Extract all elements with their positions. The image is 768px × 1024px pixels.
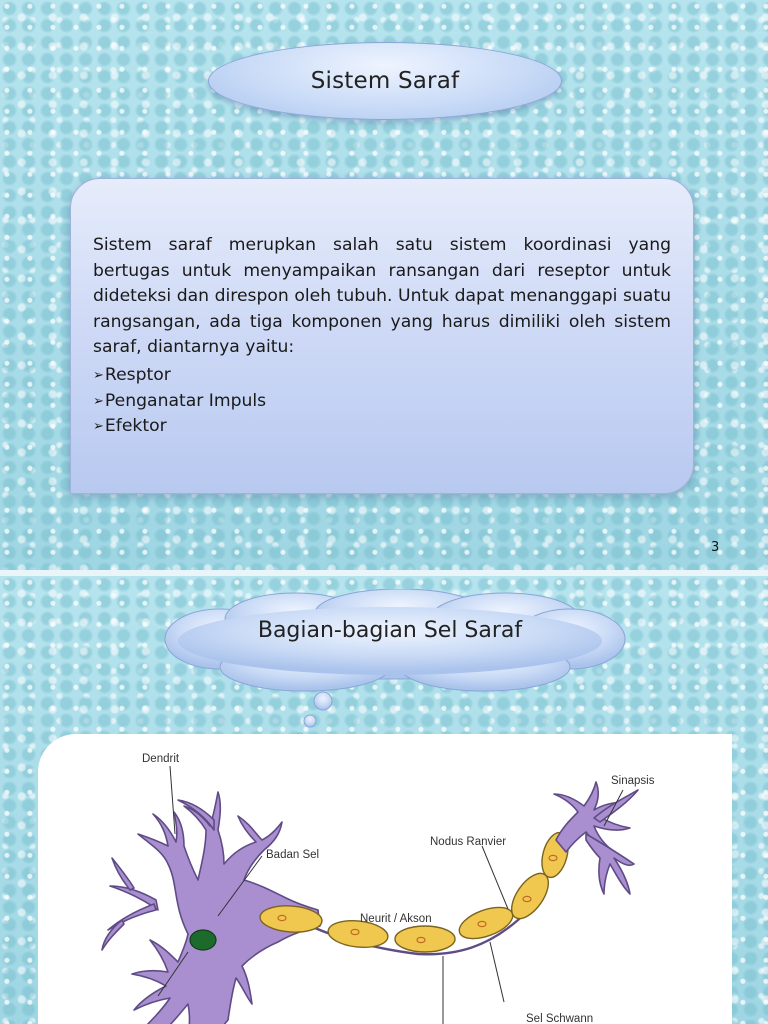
page-number: 3 xyxy=(711,540,720,555)
arrow-bullet-icon: ➢ xyxy=(93,393,104,409)
cloud-callout-icon xyxy=(145,589,635,749)
list-item xyxy=(93,389,266,415)
nucleus-shape xyxy=(190,930,216,950)
content-box xyxy=(70,178,694,494)
label-sinapsis: Sinapsis xyxy=(611,775,655,787)
list-item-label: Resptor xyxy=(104,365,171,385)
label-sel-schwann: Sel Schwann xyxy=(526,1013,594,1024)
description-paragraph: Sistem saraf merupkan salah satu sistem koordinasi yang bertugas untuk menyampaikan ransangan dari reseptor untuk dideteksi dan direspon oleh tubuh. Untuk dapat menanggapi suatu rangsangan, ada tiga komponen yang harus dimiliki oleh sistem saraf, diantarnya yaitu: xyxy=(93,235,671,357)
arrow-bullet-icon: ➢ xyxy=(93,368,104,383)
slide-title: Sistem Saraf xyxy=(310,68,460,94)
list-item xyxy=(93,363,266,389)
arrow-bullet-icon: ➢ xyxy=(93,419,104,434)
label-dendrit: Dendrit xyxy=(142,753,180,765)
label-neurit-akson: Neurit / Akson xyxy=(360,913,432,925)
label-badan-sel: Badan Sel xyxy=(266,849,320,861)
slide-title: Bagian-bagian Sel Saraf xyxy=(257,618,523,643)
list-item-label: Efektor xyxy=(104,416,167,436)
list-item xyxy=(93,414,266,440)
list-item-label: Penganatar Impuls xyxy=(104,390,267,411)
axon-terminal-shape xyxy=(554,782,638,894)
component-list xyxy=(93,363,266,440)
title-oval xyxy=(208,42,562,120)
neuron-diagram-panel xyxy=(38,734,732,1024)
neuron-diagram xyxy=(38,734,732,1024)
slide-bagian-sel-saraf xyxy=(0,576,768,1024)
label-nodus-ranvier: Nodus Ranvier xyxy=(430,836,507,848)
